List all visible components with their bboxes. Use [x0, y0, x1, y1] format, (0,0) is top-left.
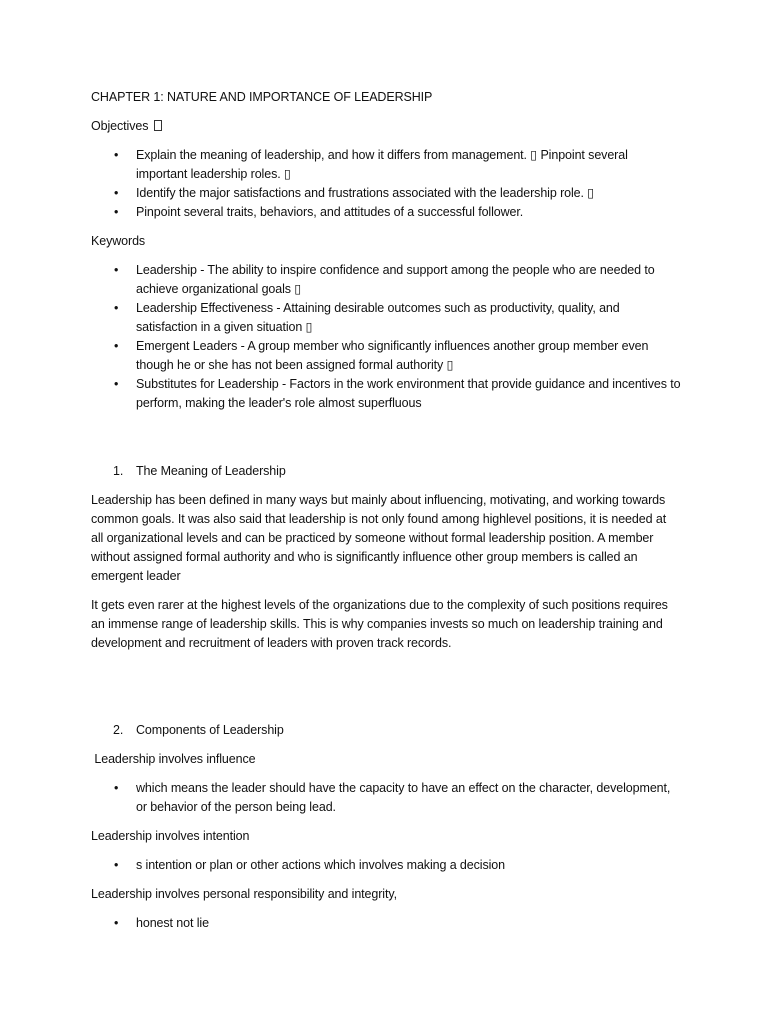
list-item: • Leadership Effectiveness - Attaining desirable outcomes such as productivity, quality, and satisfaction in a given situation ▯: [91, 299, 681, 337]
section-title-item: [91, 462, 681, 481]
section-number: 2.: [113, 723, 124, 737]
section-title: The Meaning of Leadership: [136, 464, 286, 478]
keywords-label: Keywords: [91, 234, 146, 248]
paragraph: Leadership has been defined in many ways but mainly about influencing, motivating, and working towards common goals. It was also said that leadership is not only found among highlevel positions, it is needed at all organizational levels and can be practiced by someone without formal leadership position. A member without assigned formal authority and who is significantly influence other group members is called an emergent leader: [91, 493, 667, 583]
component-list: [91, 779, 681, 817]
section-number: 1.: [113, 464, 124, 478]
keywords-list: [91, 261, 681, 413]
document-page: [91, 88, 681, 943]
component-label: Leadership involves intention: [91, 829, 250, 843]
component-list: [91, 856, 681, 875]
section-title-item: [91, 721, 681, 740]
objectives-label: [91, 117, 681, 136]
component-label: Leadership involves influence: [91, 752, 256, 766]
missing-glyph-icon: [154, 120, 162, 131]
section-1-heading: [91, 462, 681, 481]
chapter-title: CHAPTER 1: NATURE AND IMPORTANCE OF LEADERSHIP: [91, 90, 433, 104]
list-item: • Leadership - The ability to inspire confidence and support among the people who are needed to achieve organizational goals ▯: [91, 261, 681, 299]
paragraph: It gets even rarer at the highest levels of the organizations due to the complexity of such positions requires an immense range of leadership skills. This is why companies invests so much on leadership training and development and recruitment of leaders with proven track records.: [91, 598, 668, 650]
list-item: • Substitutes for Leadership - Factors in the work environment that provide guidance and incentives to perform, making the leader's role almost superfluous: [91, 375, 681, 413]
objectives-label-text: Objectives: [91, 119, 149, 133]
list-item: • Identify the major satisfactions and frustrations associated with the leadership role. ▯: [91, 184, 681, 203]
objectives-list: [91, 146, 681, 222]
list-item: • Emergent Leaders - A group member who significantly influences another group member even though he or she has not been assigned formal authority ▯: [91, 337, 681, 375]
list-item: • honest not lie: [91, 914, 681, 933]
spacer: [91, 663, 681, 721]
list-item: • which means the leader should have the capacity to have an effect on the character, development, or behavior of the person being lead.: [91, 779, 681, 817]
section-title: Components of Leadership: [136, 723, 284, 737]
component-list: [91, 914, 681, 933]
section-2-heading: [91, 721, 681, 740]
spacer: [91, 423, 681, 462]
list-item: • s intention or plan or other actions which involves making a decision: [91, 856, 681, 875]
component-label: Leadership involves personal responsibility and integrity,: [91, 887, 397, 901]
list-item: • Pinpoint several traits, behaviors, and attitudes of a successful follower.: [91, 203, 681, 222]
list-item: • Explain the meaning of leadership, and how it differs from management. ▯ Pinpoint several important leadership roles. ▯: [91, 146, 681, 184]
